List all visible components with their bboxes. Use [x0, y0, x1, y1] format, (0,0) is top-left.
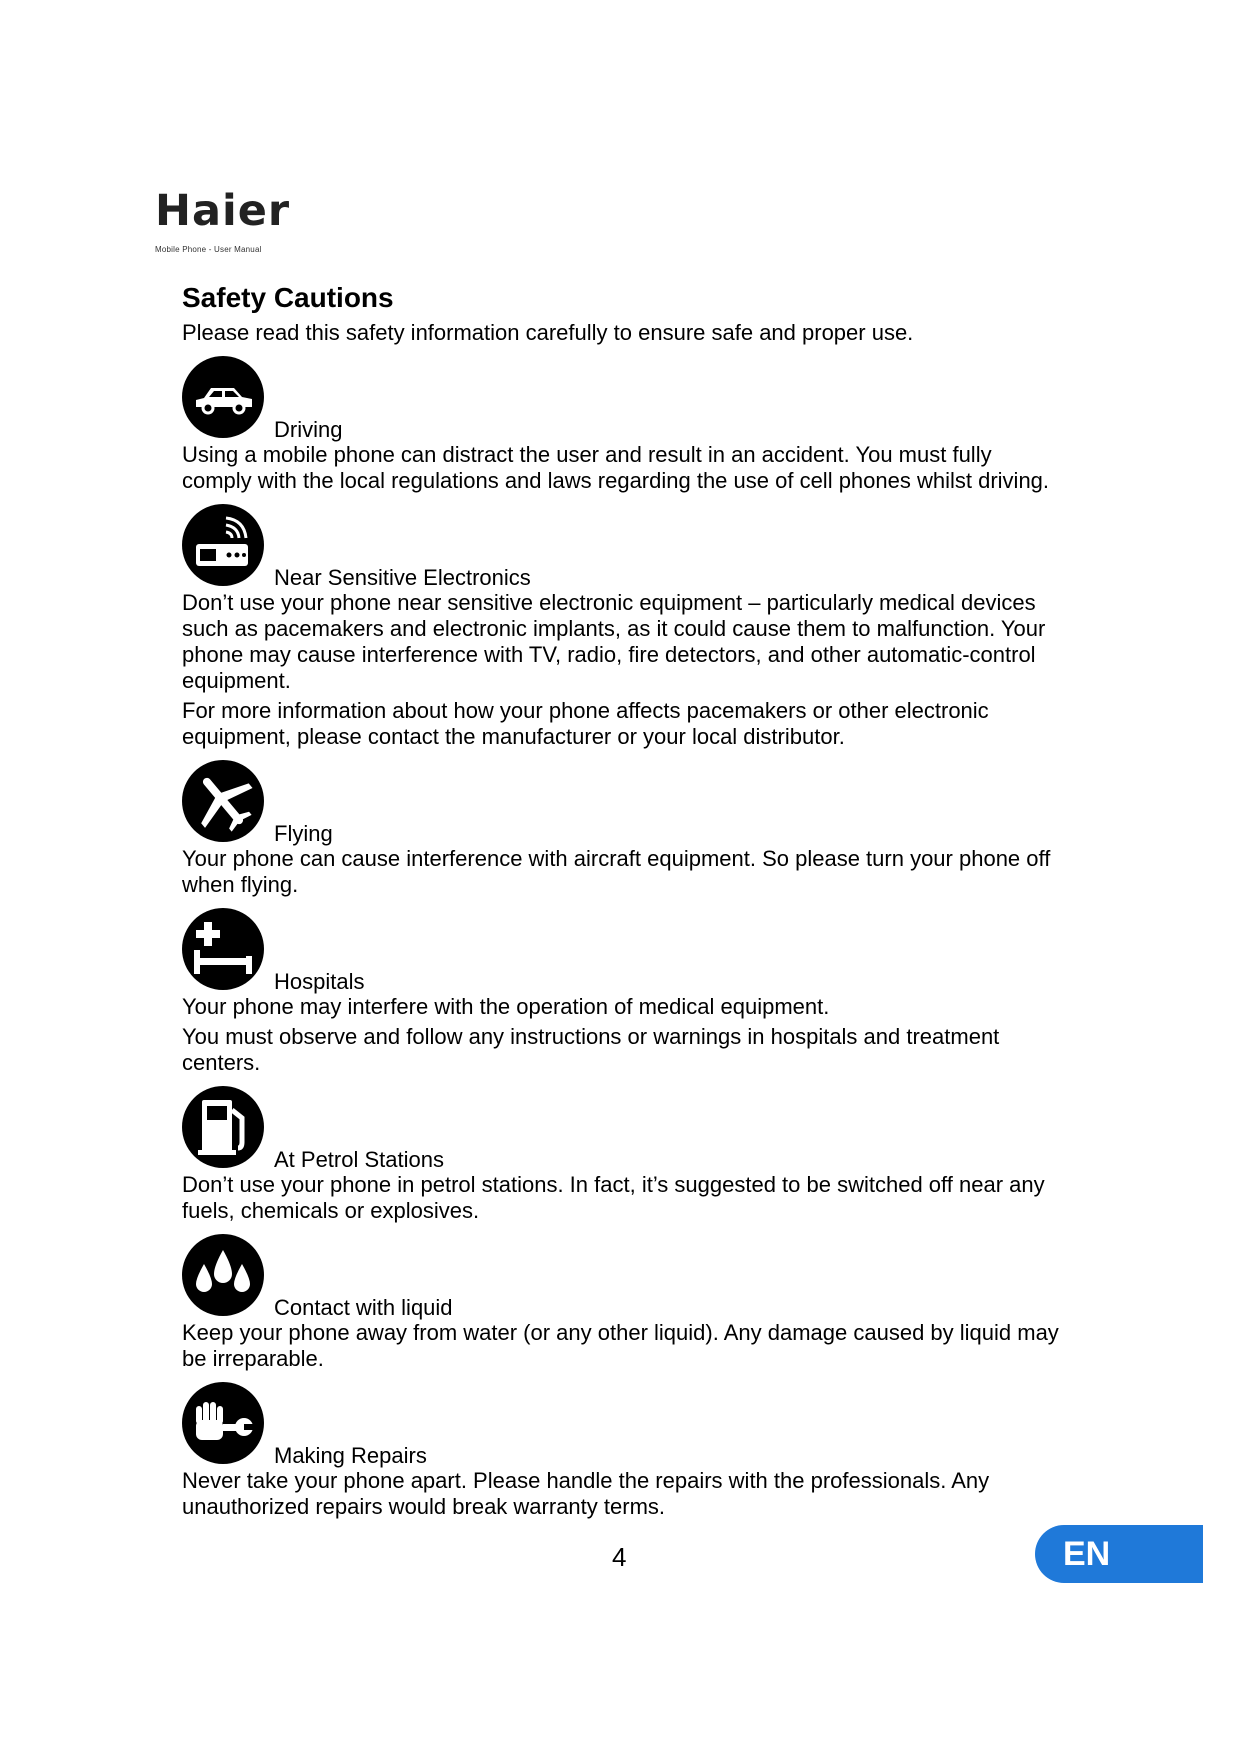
section-title: Driving — [274, 416, 343, 442]
repair-wrench-icon — [182, 1382, 264, 1464]
airplane-icon — [182, 760, 264, 842]
section-text: Don’t use your phone near sensitive electronic equipment – particularly medical devices such as pacemakers and electronic implants, as it could cause them to malfunction. Your phone may cause interference with TV, radio, fire detectors, and other automatic-control equipment. — [182, 589, 1046, 693]
section-liquid — [182, 1234, 1062, 1372]
logo-subtitle: Mobile Phone - User Manual — [155, 245, 262, 254]
water-drops-icon — [182, 1234, 264, 1316]
section-text: You must observe and follow any instructions or warnings in hospitals and treatment centers. — [182, 1023, 1000, 1075]
page-number: 4 — [612, 1542, 627, 1572]
section-hospitals — [182, 908, 1062, 1076]
section-driving — [182, 356, 1062, 494]
section-title: At Petrol Stations — [274, 1146, 444, 1172]
brand-logo — [155, 186, 291, 254]
hospital-bed-icon — [182, 908, 264, 990]
section-title: Near Sensitive Electronics — [274, 564, 531, 590]
language-badge: EN — [1035, 1525, 1203, 1583]
section-flying — [182, 760, 1062, 898]
radio-icon — [182, 504, 264, 586]
section-text: Don’t use your phone in petrol stations. In fact, it’s suggested to be switched off near any fuels, chemicals or explosives. — [182, 1171, 1045, 1223]
section-text: Never take your phone apart. Please handle the repairs with the professionals. Any unauthorized repairs would break warranty terms. — [182, 1467, 990, 1519]
page-title: Safety Cautions — [182, 282, 394, 313]
section-title: Making Repairs — [274, 1442, 427, 1468]
section-title: Flying — [274, 820, 333, 846]
section-text: Keep your phone away from water (or any other liquid). Any damage caused by liquid may be irreparable. — [182, 1319, 1059, 1371]
section-repairs — [182, 1382, 1062, 1520]
section-text: Using a mobile phone can distract the user and result in an accident. You must fully comply with the local regulations and laws regarding the use of cell phones whilst driving. — [182, 441, 1050, 493]
section-title: Contact with liquid — [274, 1294, 453, 1320]
section-electronics — [182, 504, 1062, 750]
logo-wordmark: Haier — [155, 186, 291, 236]
section-text: Your phone may interfere with the operation of medical equipment. — [182, 993, 830, 1019]
main-content — [182, 283, 1062, 1520]
intro-text: Please read this safety information carefully to ensure safe and proper use. — [182, 319, 914, 345]
fuel-pump-icon — [182, 1086, 264, 1168]
car-icon — [182, 356, 264, 438]
section-petrol — [182, 1086, 1062, 1224]
section-text: Your phone can cause interference with aircraft equipment. So please turn your phone off when flying. — [182, 845, 1051, 897]
section-text: For more information about how your phone affects pacemakers or other electronic equipment, please contact the manufacturer or your local distributor. — [182, 697, 989, 749]
section-title: Hospitals — [274, 968, 365, 994]
